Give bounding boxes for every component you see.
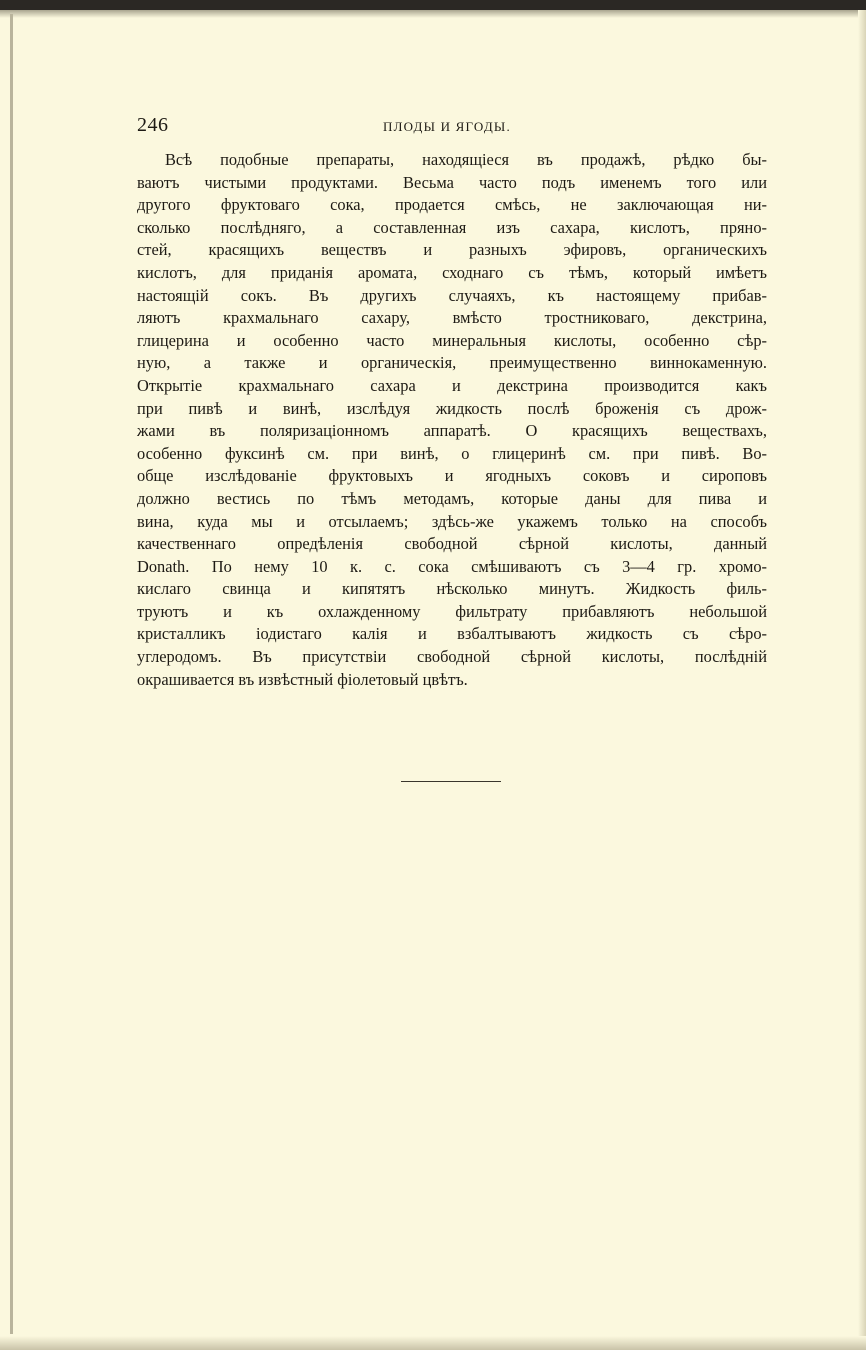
text-line: Donath. По нему 10 к. с. сока смѣшиваютъ съ 3—4 гр. хромо-: [137, 556, 767, 576]
section-separator-rule: [401, 781, 501, 782]
text-line: глицерина и особенно часто минеральныя кислоты, особенно сѣр-: [137, 330, 767, 350]
text-line: ную, а также и органическія, преимущественно виннокаменную.: [137, 353, 767, 373]
text-line: ляютъ крахмальнаго сахару, вмѣсто тростниковаго, декстрина,: [137, 308, 767, 328]
page-bottom-edge: [0, 1336, 866, 1350]
text-line: настоящій сокъ. Въ другихъ случаяхъ, къ настоящему прибав-: [137, 285, 767, 305]
text-line: вина, куда мы и отсылаемъ; здѣсь-же укажемъ только на способъ: [137, 511, 767, 531]
text-line: кристалликъ іодистаго калія и взбалтываютъ жидкость съ сѣро-: [137, 624, 767, 644]
text-line: труютъ и къ охлажденному фильтрату прибавляютъ небольшой: [137, 601, 767, 621]
text-line: окрашивается въ извѣстный фіолетовый цвѣтъ.: [137, 669, 468, 689]
text-line: ваютъ чистыми продуктами. Весьма часто подъ именемъ того или: [137, 172, 767, 192]
text-line: жами въ поляризаціонномъ аппаратѣ. О красящихъ веществахъ,: [137, 421, 767, 441]
text-line: обще изслѣдованіе фруктовыхъ и ягодныхъ соковъ и сироповъ: [137, 466, 767, 486]
text-line: кислотъ, для приданія аромата, сходнаго съ тѣмъ, который имѣетъ: [137, 262, 767, 282]
page-left-edge: [10, 14, 13, 1334]
text-line: Открытіе крахмальнаго сахара и декстрина производится какъ: [137, 375, 767, 395]
page-top-edge: [0, 0, 866, 10]
text-line: стей, красящихъ веществъ и разныхъ эфировъ, органическихъ: [137, 240, 767, 260]
text-line: при пивѣ и винѣ, изслѣдуя жидкость послѣ броженія съ дрож-: [137, 398, 767, 418]
text-line: углеродомъ. Въ присутствіи свободной сѣрной кислоты, послѣдній: [137, 647, 767, 667]
page-top-shadow: [0, 10, 866, 18]
text-line: должно вестись по тѣмъ методамъ, которые даны для пива и: [137, 488, 767, 508]
text-line: качественнаго опредѣленія свободной сѣрной кислоты, данный: [137, 534, 767, 554]
page-number: 246: [137, 114, 169, 136]
text-line: сколько послѣдняго, а составленная изъ сахара, кислотъ, пряно-: [137, 217, 767, 237]
running-head: ПЛОДЫ И ЯГОДЫ.: [383, 119, 511, 134]
body-paragraph: [137, 149, 767, 691]
page-right-edge: [858, 10, 866, 1340]
text-line: Всѣ подобные препараты, находящіеся въ продажѣ, рѣдко бы-: [165, 150, 767, 169]
text-line: другого фруктоваго сока, продается смѣсь, не заключающая ни-: [137, 195, 767, 215]
text-line: кислаго свинца и кипятятъ нѣсколько минутъ. Жидкость филь-: [137, 579, 767, 599]
text-line: особенно фуксинѣ см. при винѣ, о глицеринѣ см. при пивѣ. Во-: [137, 443, 767, 463]
